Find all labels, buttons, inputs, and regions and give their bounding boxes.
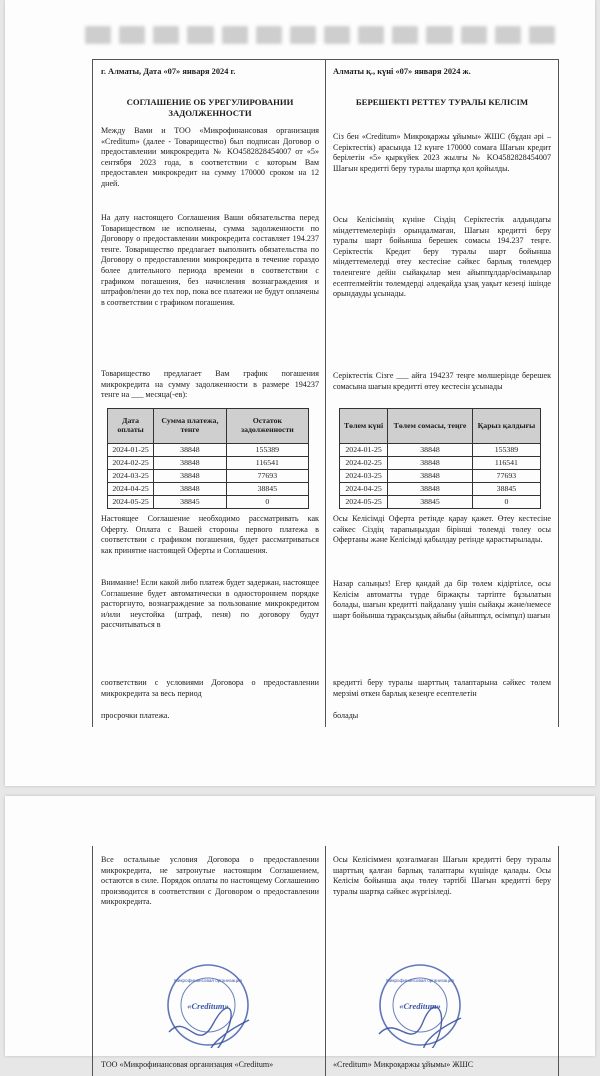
table-cell: 2024-03-25 <box>340 470 388 483</box>
column-divider <box>325 60 326 727</box>
table-header: Төлем күні <box>340 409 388 444</box>
table-cell: 2024-02-25 <box>340 457 388 470</box>
table-cell: 2024-01-25 <box>108 444 154 457</box>
paragraph-kz-4: Осы Келісімді Оферта ретінде қарау қажет. Өтеу кестесіне сәйкес Сіздің тарапыңыздан бірінші төлемді төлеу осы Офертаны және Келісімді қабылдау ретінде қарастырылады. <box>333 514 551 545</box>
signature-stroke <box>379 1007 461 1048</box>
russian-column <box>101 60 319 727</box>
stamp-ring-text: Микрофинансовая организация <box>174 978 242 983</box>
paragraph-ru-7: просрочки платежа. <box>101 711 170 720</box>
table-cell: 38848 <box>388 457 473 470</box>
paragraph-ru-1: Между Вами и ТОО «Микрофинансовая организация «Creditum» (далее - Товарищество) был подписан Договор о предоставлении микрокредита № KO4582828454007 от «5» сентября 2023 года, в соответствии с которым Вам предоставлен микрокредит на сумму 170000 сроком на 12 дней. <box>101 126 319 188</box>
table-row <box>340 483 541 496</box>
table-header: Қарыз қалдығы <box>472 409 540 444</box>
table-header: Остаток задолженности <box>226 409 308 444</box>
table-cell: 38848 <box>388 483 473 496</box>
signature-stroke <box>169 1008 249 1048</box>
paragraph-kz-8: Осы Келісіммен қозғалмаған Шағын кредитті беру туралы шарттың қалған барлық талаптары күшінде қалады. Осы Келісім бойынша ақы төлеу тәртібі Шағын кредитті беру туралы шартқа сәйкес жүргізіледі. <box>333 855 551 896</box>
table-cell: 155389 <box>226 444 308 457</box>
table-cell: 2024-04-25 <box>340 483 388 496</box>
table-row <box>108 444 309 457</box>
table-row <box>108 470 309 483</box>
table-row <box>340 457 541 470</box>
header-ru: г. Алматы, Дата «07» января 2024 г. <box>101 67 236 76</box>
table-row <box>108 457 309 470</box>
table-cell: 2024-04-25 <box>108 483 154 496</box>
table-row <box>340 444 541 457</box>
table-cell: 38848 <box>154 470 227 483</box>
kazakh-column <box>333 60 551 727</box>
table-row <box>108 483 309 496</box>
paragraph-kz-7: болады <box>333 711 359 720</box>
company-stamp-ru <box>165 962 251 1048</box>
table-header: Төлем сомасы, теңге <box>388 409 473 444</box>
repayment-schedule-ru <box>107 408 309 509</box>
table-cell: 2024-05-25 <box>340 496 388 509</box>
company-stamp-kz <box>377 962 463 1048</box>
paragraph-ru-5: Внимание! Если какой либо платеж будет задержан, настоящее Соглашение будет автоматически в одностороннем порядке расторгнуто, вознаграждение за пользование микрокредитом и/или неустойка (штраф, пеня) по договору будут рассчитываться в <box>101 578 319 630</box>
repayment-schedule-kz <box>339 408 541 509</box>
table-cell: 2024-02-25 <box>108 457 154 470</box>
table-cell: 38848 <box>154 444 227 457</box>
table-cell: 38845 <box>154 496 227 509</box>
table-cell: 38848 <box>388 444 473 457</box>
title-kz: БЕРЕШЕКТІ РЕТТЕУ ТУРАЛЫ КЕЛІСІМ <box>355 97 529 107</box>
table-cell: 77693 <box>226 470 308 483</box>
paragraph-ru-3: Товарищество предлагает Вам график погашения микрокредита на сумму задолженности в размере 194237 тенге на ___ месяца(-ев): <box>101 369 319 400</box>
stamp-center-text: «Creditum» <box>399 1001 441 1011</box>
kazakh-column <box>333 846 551 1076</box>
document-page-2 <box>5 796 595 1069</box>
table-cell: 38845 <box>388 496 473 509</box>
table-cell: 38848 <box>388 470 473 483</box>
table-cell: 38845 <box>226 483 308 496</box>
title-ru: СОГЛАШЕНИЕ ОБ УРЕГУЛИРОВАНИИ ЗАДОЛЖЕННОСТИ <box>126 97 294 118</box>
table-cell: 77693 <box>472 470 540 483</box>
agreement-document-continued <box>92 846 559 1076</box>
table-row <box>340 470 541 483</box>
paragraph-kz-3: Серіктестік Сізге ___ айға 194237 теңге мөлшерінде берешек сомасына шағын кредитті өтеу кестесін ұсынады <box>333 371 551 391</box>
agreement-document <box>92 59 559 727</box>
table-cell: 116541 <box>226 457 308 470</box>
table-cell: 38845 <box>472 483 540 496</box>
paragraph-kz-2: Осы Келісімнің күніне Сіздің Серіктестік алдындағы міндеттемелеріңіз орындалмаған, Шағын кредитті беру туралы шарт бойынша берешек сомасы 194.237 теңге. Серіктестік Кредит беру туралы шарт бойынша міндеттемелерді өтеу кестесіне сәйкес барлық төлемдер төленгенге дейін сыйақылар мен айыппұлдар/өсімақылар есептелмейтін төлемдерді әлдеқайда ұзақ уақыт кезеңі ішінде орындауды ұсынады. <box>333 215 551 299</box>
table-cell: 116541 <box>472 457 540 470</box>
column-divider <box>325 846 326 1076</box>
paragraph-kz-6: кредитті беру туралы шарттың талаптарына сәйкес төлем мерзімі өткен барлық кезеңге есептелетін <box>333 678 551 698</box>
table-header: Дата оплаты <box>108 409 154 444</box>
document-page-1 <box>5 0 595 786</box>
signatory-kz: «Creditum» Микроқаржы ұйымы» ЖШС <box>333 1060 474 1069</box>
table-cell: 2024-03-25 <box>108 470 154 483</box>
paragraph-kz-5: Назар салыңыз! Егер қандай да бір төлем кідіртілсе, осы Келісім автоматты түрде біржақты тәртіпте бұзылатын болады, шағын кредитті пайдалану үшін сыйақы және/немесе шарт бойынша тұрақсыздық айыбы (айыппұл, өсімпұл) шағын <box>333 579 551 620</box>
paragraph-ru-6: соответствии с условиями Договора о предоставлении микрокредита за весь период <box>101 678 319 698</box>
table-cell: 38848 <box>154 457 227 470</box>
paragraph-ru-2: На дату настоящего Соглашения Ваши обязательства перед Товариществом не исполнены, сумма задолженности по Договору о предоставлении микрокредита составляет 194.237 тенге. Товарищество предлагает выполнить обязательства по Договору о предоставлении микрокредита в течение гораздо более длительного периода времени в соответствии с графиком погашения, без начисления вознаграждения и штрафов/пени до тех пор, пока все платежи не будут оплачены в соответствии с графиком погашения. <box>101 213 319 307</box>
table-cell: 0 <box>472 496 540 509</box>
table-header: Сумма платежа, тенге <box>154 409 227 444</box>
paragraph-ru-4: Настоящее Соглашение необходимо рассматривать как Оферту. Оплата с Вашей стороны первого платежа в соответствии с графиком погашения, будет рассматриваться как принятие настоящей Оферты и Соглашения. <box>101 514 319 555</box>
paragraph-ru-8: Все остальные условия Договора о предоставлении микрокредита, не затронутые настоящим Соглашением, остаются в силе. Порядок оплаты по настоящему Соглашению производится в соответствии с Договором о предоставлении микрокредита. <box>101 855 319 907</box>
table-cell: 2024-05-25 <box>108 496 154 509</box>
stamp-ring-text: Микрофинансовая организация <box>386 978 454 983</box>
stamp-center-text: «Creditum» <box>187 1001 229 1011</box>
header-kz: Алматы қ., күні «07» января 2024 ж. <box>333 67 471 76</box>
paragraph-kz-1: Сіз бен «Creditum» Микроқаржы ұйымы» ЖШС (бұдан әрі – Серіктестік) арасында 12 күнге 170000 сомаға Шағын кредит берілетін «5» қыркүйек 2023 жылғы № KO4582828454007 Шағын кредитті беру туралы шартқа қол қойылды. <box>333 132 551 173</box>
table-cell: 2024-01-25 <box>340 444 388 457</box>
signatory-ru: ТОО «Микрофинансовая организация «Creditum» <box>101 1060 274 1069</box>
table-cell: 0 <box>226 496 308 509</box>
table-cell: 38848 <box>154 483 227 496</box>
russian-column <box>101 846 319 1076</box>
blurred-header-strip <box>85 26 555 44</box>
table-row <box>340 496 541 509</box>
table-cell: 155389 <box>472 444 540 457</box>
table-row <box>108 496 309 509</box>
